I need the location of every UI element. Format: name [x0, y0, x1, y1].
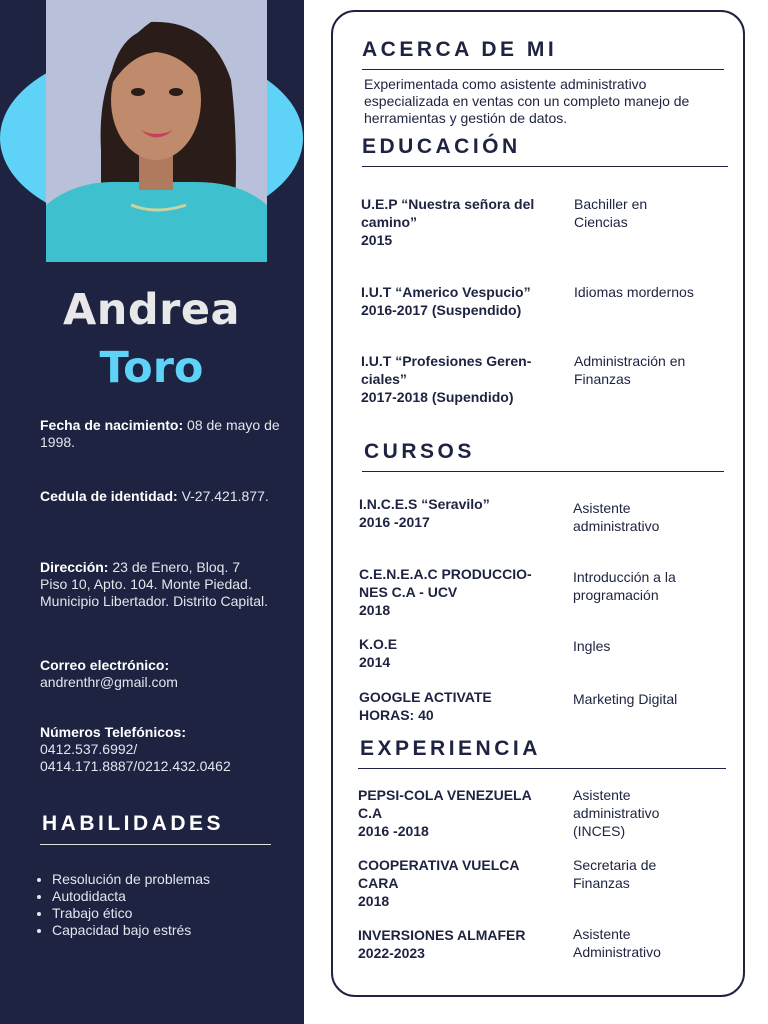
degree-line: Bachiller en: [574, 196, 648, 212]
birth-info: [40, 417, 280, 451]
skills-title: HABILIDADES: [42, 812, 225, 835]
experience-years: 2018: [358, 893, 390, 909]
course-desc-line: programación: [573, 587, 659, 603]
education-institution: I.U.T “Profesiones Geren-: [361, 353, 532, 369]
experience-company: CARA: [358, 875, 399, 891]
about-divider: [362, 69, 724, 70]
course-desc-line: Marketing Digital: [573, 691, 678, 707]
courses-divider: [362, 471, 724, 472]
experience-item: [358, 786, 558, 840]
id-info: [40, 488, 280, 505]
course-name: C.E.N.E.A.C PRODUCCIO-: [359, 566, 532, 582]
course-name: K.O.E: [359, 636, 398, 652]
education-degree: [574, 352, 734, 388]
education-years: 2016-2017 (Suspendido): [361, 302, 522, 318]
phone-info: [40, 724, 290, 775]
birth-value: 08 de mayo de 1998.: [40, 417, 280, 450]
address-label: Dirección:: [40, 559, 109, 575]
course-years: 2014: [359, 654, 391, 670]
experience-company: C.A: [358, 805, 383, 821]
education-title: EDUCACIÓN: [362, 135, 521, 158]
role-line: Secretaria de: [573, 857, 657, 873]
experience-role: [573, 856, 733, 892]
education-degree: [574, 195, 734, 231]
education-institution: U.E.P “Nuestra señora del: [361, 196, 535, 212]
phone-line-2: 0414.171.8887/0212.432.0462: [40, 758, 231, 774]
skill-item: • Capacidad bajo estrés: [52, 922, 210, 939]
address-value: 23 de Enero, Bloq. 7 Piso 10, Apto. 104. Monte Piedad. Municipio Libertador. Distrito Capital.: [40, 559, 268, 609]
skills-list: [34, 871, 210, 939]
about-title: ACERCA DE MI: [362, 38, 558, 61]
role-line: administrativo: [573, 805, 660, 821]
role-line: Finanzas: [573, 875, 630, 891]
email-info: [40, 657, 280, 691]
experience-role: [573, 786, 733, 840]
skills-divider: [40, 844, 271, 845]
course-desc-line: Introducción a la: [573, 569, 676, 585]
id-label: Cedula de identidad:: [40, 488, 178, 504]
first-name: Andrea: [62, 285, 241, 335]
id-value: V-27.421.877.: [177, 488, 269, 504]
course-item: [359, 565, 559, 619]
courses-title: CURSOS: [364, 440, 475, 463]
about-text: Experimentada como asistente administrativo especializada en ventas con un completo manejo de herramientas y gestión de datos.: [364, 76, 690, 126]
experience-company: INVERSIONES ALMAFER: [358, 927, 526, 943]
experience-company: COOPERATIVA VUELCA: [358, 857, 520, 873]
last-name: Toro: [99, 343, 204, 393]
education-institution: camino”: [361, 214, 418, 230]
education-years: 2017-2018 (Supendido): [361, 389, 514, 405]
skill-item: • Trabajo ético: [52, 905, 210, 922]
course-name: NES C.A - UCV: [359, 584, 458, 600]
course-desc-line: administrativo: [573, 518, 660, 534]
email-value: andrenthr@gmail.com: [40, 674, 178, 690]
degree-line: Ciencias: [574, 214, 628, 230]
course-years: HORAS: 40: [359, 707, 434, 723]
course-description: [573, 637, 733, 655]
skill-item: • Autodidacta: [52, 888, 210, 905]
course-description: [573, 690, 733, 708]
education-item: [361, 352, 561, 406]
experience-years: 2022-2023: [358, 945, 425, 961]
course-name: I.N.C.E.S “Seravilo”: [359, 496, 490, 512]
profile-photo: [46, 0, 267, 262]
course-name: GOOGLE ACTIVATE: [359, 689, 492, 705]
experience-item: [358, 926, 558, 962]
course-item: [359, 635, 559, 671]
phone-line-1: 0412.537.6992/: [40, 741, 138, 757]
degree-line: Administración en: [574, 353, 686, 369]
birth-label: Fecha de nacimiento:: [40, 417, 184, 433]
role-line: Asistente: [573, 787, 631, 803]
skill-item: • Resolución de problemas: [52, 871, 210, 888]
experience-company: PEPSI-COLA VENEZUELA: [358, 787, 532, 803]
course-desc-line: Ingles: [573, 638, 611, 654]
education-degree: [574, 283, 734, 301]
course-item: [359, 688, 559, 724]
sidebar: [0, 0, 304, 1024]
education-item: [361, 195, 561, 249]
course-description: [573, 568, 733, 604]
role-line: Administrativo: [573, 944, 661, 960]
course-desc-line: Asistente: [573, 500, 631, 516]
experience-item: [358, 856, 558, 910]
course-years: 2016 -2017: [359, 514, 430, 530]
experience-title: EXPERIENCIA: [360, 737, 541, 760]
role-line: Asistente: [573, 926, 631, 942]
phone-label: Números Telefónicos:: [40, 724, 186, 740]
degree-line: Idiomas mordernos: [574, 284, 694, 300]
education-years: 2015: [361, 232, 393, 248]
education-divider: [362, 166, 728, 167]
address-info: [40, 559, 268, 610]
course-item: [359, 495, 559, 531]
education-institution: I.U.T “Americo Vespucio”: [361, 284, 531, 300]
course-years: 2018: [359, 602, 391, 618]
education-institution: ciales”: [361, 371, 407, 387]
email-label: Correo electrónico:: [40, 657, 170, 673]
experience-divider: [358, 768, 726, 769]
course-description: [573, 499, 733, 535]
experience-role: [573, 925, 733, 961]
experience-years: 2016 -2018: [358, 823, 429, 839]
role-line: (INCES): [573, 823, 626, 839]
education-item: [361, 283, 561, 319]
degree-line: Finanzas: [574, 371, 631, 387]
